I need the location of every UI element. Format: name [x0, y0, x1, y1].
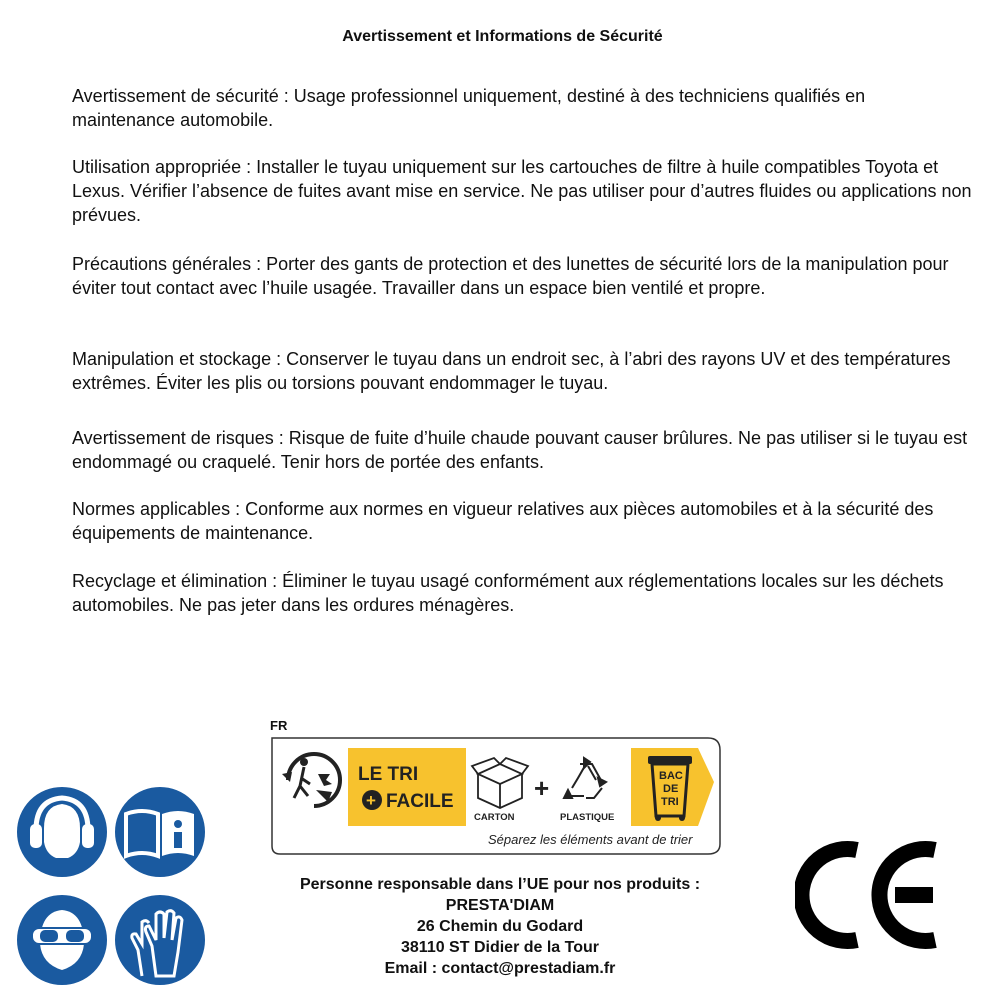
country-code: FR: [270, 718, 288, 733]
document-title: Avertissement et Informations de Sécurité: [342, 28, 663, 45]
ce-mark-icon: [795, 840, 945, 950]
svg-text:+: +: [366, 791, 376, 810]
section-applicable-standards: Normes applicables : Conforme aux normes en vigueur relatives aux pièces automobiles et à la sécurité des équipements de maintenance.: [72, 499, 934, 543]
bin-label-line1: BAC: [659, 770, 683, 782]
section-handling-storage: Manipulation et stockage : Conserver le tuyau dans un endroit sec, à l’abri des rayons UV et des températures extrêmes. Éviter les plis ou torsions pouvant endommager le tuyau.: [72, 349, 951, 393]
section-risk-warning: Avertissement de risques : Risque de fuite d’huile chaude pouvant causer brûlures. Ne pas utiliser si le tuyau est endommagé ou craquelé. Tenir hors de portée des enfants.: [72, 428, 968, 472]
section-general-precautions: Précautions générales : Porter des gants de protection et des lunettes de sécurité lors de la manipulation pour éviter tout contact avec l’huile usagée. Travailler dans un espace bien ventilé et propre.: [72, 254, 949, 298]
triman-brand-line1: LE TRI: [358, 764, 419, 785]
bin-label-line2: DE: [663, 783, 679, 795]
svg-text:+: +: [534, 773, 550, 803]
company-name: PRESTA'DIAM: [445, 897, 555, 914]
read-manual-icon: [112, 784, 208, 880]
city-address: 38110 ST Didier de la Tour: [401, 939, 599, 956]
street-address: 26 Chemin du Godard: [416, 918, 584, 935]
responsible-person-heading: Personne responsable dans l’UE pour nos produits :: [299, 876, 701, 893]
section-recycling: Recyclage et élimination : Éliminer le tuyau usagé conformément aux réglementations locales sur les déchets automobiles. Ne pas jeter dans les ordures ménagères.: [72, 571, 944, 615]
section-safety-warning: Avertissement de sécurité : Usage professionnel uniquement, destiné à des techniciens qualifiés en maintenance automobile.: [72, 86, 866, 130]
section-intended-use: Utilisation appropriée : Installer le tuyau uniquement sur les cartouches de filtre à huile compatibles Toyota et Lexus. Vérifier l’absence de fuites avant mise en service. Ne pas utiliser pour d’autres fluides ou applications non prévues.: [72, 157, 972, 225]
contact-email: Email : contact@prestadiam.fr: [384, 960, 616, 977]
ear-protection-icon: [14, 784, 110, 880]
triman-item1: CARTON: [474, 812, 515, 823]
bin-label-line3: TRI: [661, 796, 679, 808]
triman-caption: Séparez les éléments avant de trier: [488, 832, 693, 847]
eye-protection-icon: [14, 892, 110, 988]
triman-icon: [282, 754, 340, 806]
triman-recycling-label: [268, 734, 724, 858]
responsible-person-block: [250, 874, 750, 979]
triman-brand-line2: FACILE: [386, 791, 454, 812]
gloves-icon: [112, 892, 208, 988]
triman-item2: PLASTIQUE: [560, 812, 615, 823]
